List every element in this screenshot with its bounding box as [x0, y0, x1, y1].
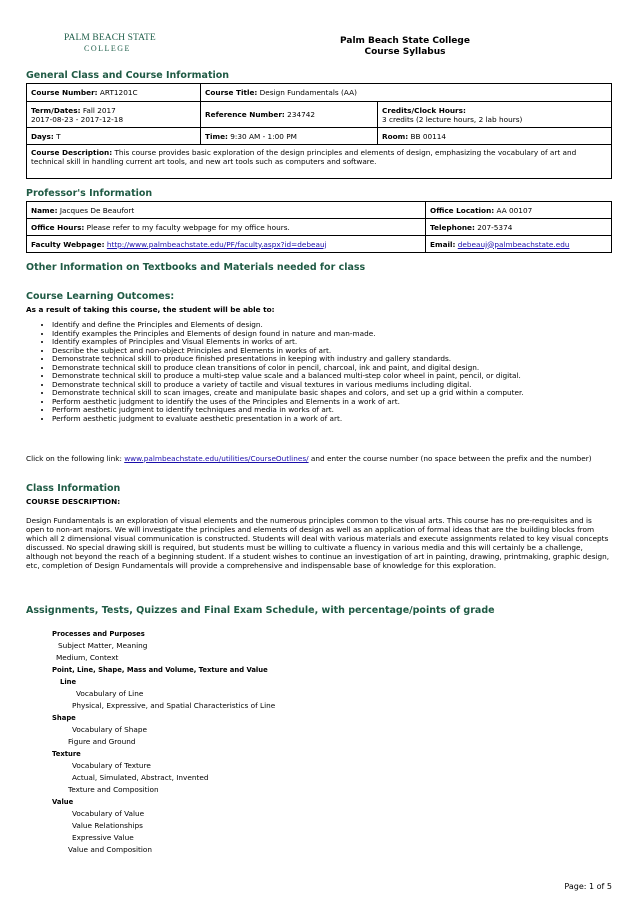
course-description-subheading: COURSE DESCRIPTION: [26, 497, 121, 506]
professor-info-heading: Professor's Information [26, 188, 153, 199]
schedule-topic: Processes and Purposes [52, 630, 145, 638]
learning-outcomes-heading: Course Learning Outcomes: [26, 291, 175, 302]
email-cell: Email: debeauj@palmbeachstate.edu [426, 236, 612, 253]
general-info-heading: General Class and Course Information [26, 70, 230, 81]
days-cell: Days: T [27, 128, 201, 145]
course-description-cell: Course Description: This course provides basic exploration of the design principles and elements of design, emphasizing the vocabulary of art and technical skill in handling current art tools, and new art tools such as computers and software. [27, 145, 612, 179]
class-info-heading: Class Information [26, 483, 121, 494]
schedule-subtopic: Vocabulary of Value [72, 809, 145, 818]
reference-number-cell: Reference Number: 234742 [201, 102, 378, 128]
textbooks-heading: Other Information on Textbooks and Materials needed for class [26, 262, 366, 273]
learning-outcome-item: • Identify examples of Principles and Visual Elements in works of art. [52, 338, 622, 347]
professor-info-table [26, 201, 612, 253]
logo-line-2: COLLEGE [84, 44, 131, 53]
college-name: Palm Beach State College [340, 36, 470, 46]
time-cell: Time: 9:30 AM - 1:00 PM [201, 128, 378, 145]
professor-name-cell: Name: Jacques De Beaufort [27, 202, 426, 219]
learning-outcome-item: • Identify examples the Principles and Elements of design found in nature and man-made. [52, 330, 622, 339]
general-info-table [26, 83, 612, 179]
learning-outcome-item: • Demonstrate technical skill to scan images, create and manipulate basic shapes and colors, and set up a grid within a computer. [52, 389, 622, 398]
learning-outcome-item: • Demonstrate technical skill to produce a variety of tactile and visual textures in various mediums including digital. [52, 381, 622, 390]
schedule-subtopic: Figure and Ground [68, 737, 136, 746]
schedule-topic: Texture [52, 750, 81, 758]
course-number-cell: Course Number: ART1201C [27, 84, 201, 102]
schedule-subtopic: Expressive Value [72, 833, 134, 842]
office-hours-cell: Office Hours: Please refer to my faculty webpage for my office hours. [27, 219, 426, 236]
learning-outcome-item: • Describe the subject and non-object Principles and Elements in works of art. [52, 347, 622, 356]
schedule-subtopic: Value Relationships [72, 821, 143, 830]
credits-cell: Credits/Clock Hours: 3 credits (2 lecture hours, 2 lab hours) [378, 102, 612, 128]
document-title: Course Syllabus [364, 47, 446, 57]
room-cell: Room: BB 00114 [378, 128, 612, 145]
learning-outcomes-list [34, 321, 622, 423]
schedule-subtopic: Medium, Context [56, 653, 119, 662]
schedule-topic: Shape [52, 714, 76, 722]
schedule-heading: Assignments, Tests, Quizzes and Final Exam Schedule, with percentage/points of grade [26, 605, 495, 616]
learning-outcome-item: • Perform aesthetic judgment to evaluate aesthetic presentation in a work of art. [52, 415, 622, 424]
schedule-list [26, 628, 276, 856]
schedule-topic: Value [52, 798, 74, 806]
logo-line-1: PALM BEACH STATE [64, 33, 156, 43]
course-outlines-link[interactable]: www.palmbeachstate.edu/utilities/CourseOutlines/ [124, 454, 309, 463]
schedule-subtopic: Subject Matter, Meaning [58, 641, 148, 650]
schedule-subtopic: Physical, Expressive, and Spatial Characteristics of Line [72, 701, 276, 710]
learning-outcome-item: • Demonstrate technical skill to produce a multi-step value scale and a balanced multi-step color wheel in paint, pencil, or digital. [52, 372, 622, 381]
term-cell: Term/Dates: Fall 2017 2017-08-23 - 2017-12-18 [27, 102, 201, 128]
page-number: Page: 1 of 5 [564, 882, 612, 891]
schedule-topic: Point, Line, Shape, Mass and Volume, Texture and Value [52, 666, 268, 674]
schedule-subtopic: Vocabulary of Texture [72, 761, 151, 770]
office-location-cell: Office Location: AA 00107 [426, 202, 612, 219]
learning-outcome-item: • Demonstrate technical skill to produce finished presentations in keeping with industry and gallery standards. [52, 355, 622, 364]
learning-outcome-item: • Demonstrate technical skill to produce clean transitions of color in pencil, charcoal, ink and paint, and digital design. [52, 364, 622, 373]
telephone-cell: Telephone: 207-5374 [426, 219, 612, 236]
schedule-subtopic: Vocabulary of Line [76, 689, 144, 698]
faculty-webpage-link[interactable]: http://www.palmbeachstate.edu/PF/faculty.aspx?id=debeauj [106, 239, 327, 249]
schedule-subtopic: Value and Composition [68, 845, 152, 854]
course-outline-note: Click on the following link: www.palmbeachstate.edu/utilities/CourseOutlines/ and enter the course number (no space between the prefix and the number) [26, 454, 592, 463]
course-title-cell: Course Title: Design Fundamentals (AA) [201, 84, 612, 102]
schedule-subtopic: Actual, Simulated, Abstract, Invented [72, 773, 209, 782]
schedule-topic: Line [60, 678, 77, 686]
email-link[interactable]: debeauj@palmbeachstate.edu [457, 239, 570, 249]
learning-outcomes-intro: As a result of taking this course, the student will be able to: [26, 305, 275, 314]
college-logo [32, 31, 177, 57]
faculty-webpage-cell: Faculty Webpage: http://www.palmbeachstate.edu/PF/faculty.aspx?id=debeauj [27, 236, 426, 253]
schedule-subtopic: Texture and Composition [68, 785, 159, 794]
course-description-body: Design Fundamentals is an exploration of visual elements and the numerous principles common to the visual arts. This course has no pre-requisites and is open to non-art majors. We will investigate the principles and elements of design as well as an application of formal ideas that are the building blocks from which all 2 dimensional visual communication is constructed. Students will deal with various materials and execute assignments related to key visual concepts discussed. No special drawing skill is required, but students must be willing to cultivate a fluency in various media and this will certainly be a challenge, although not beyond the reach of a beginning student. If a student wishes to continue an investigation of art in painting, drawing, printmaking, graphic design, etc, completion of Design Fundamentals will provide a comprehensive and indispensable base of knowledge for this exploration. [26, 516, 610, 570]
schedule-subtopic: Vocabulary of Shape [72, 725, 147, 734]
learning-outcome-item: • Perform aesthetic judgment to identify techniques and media in works of art. [52, 406, 622, 415]
learning-outcome-item: • Identify and define the Principles and Elements of design. [52, 321, 622, 330]
learning-outcome-item: • Perform aesthetic judgment to identify the uses of the Principles and Elements in a work of art. [52, 398, 622, 407]
